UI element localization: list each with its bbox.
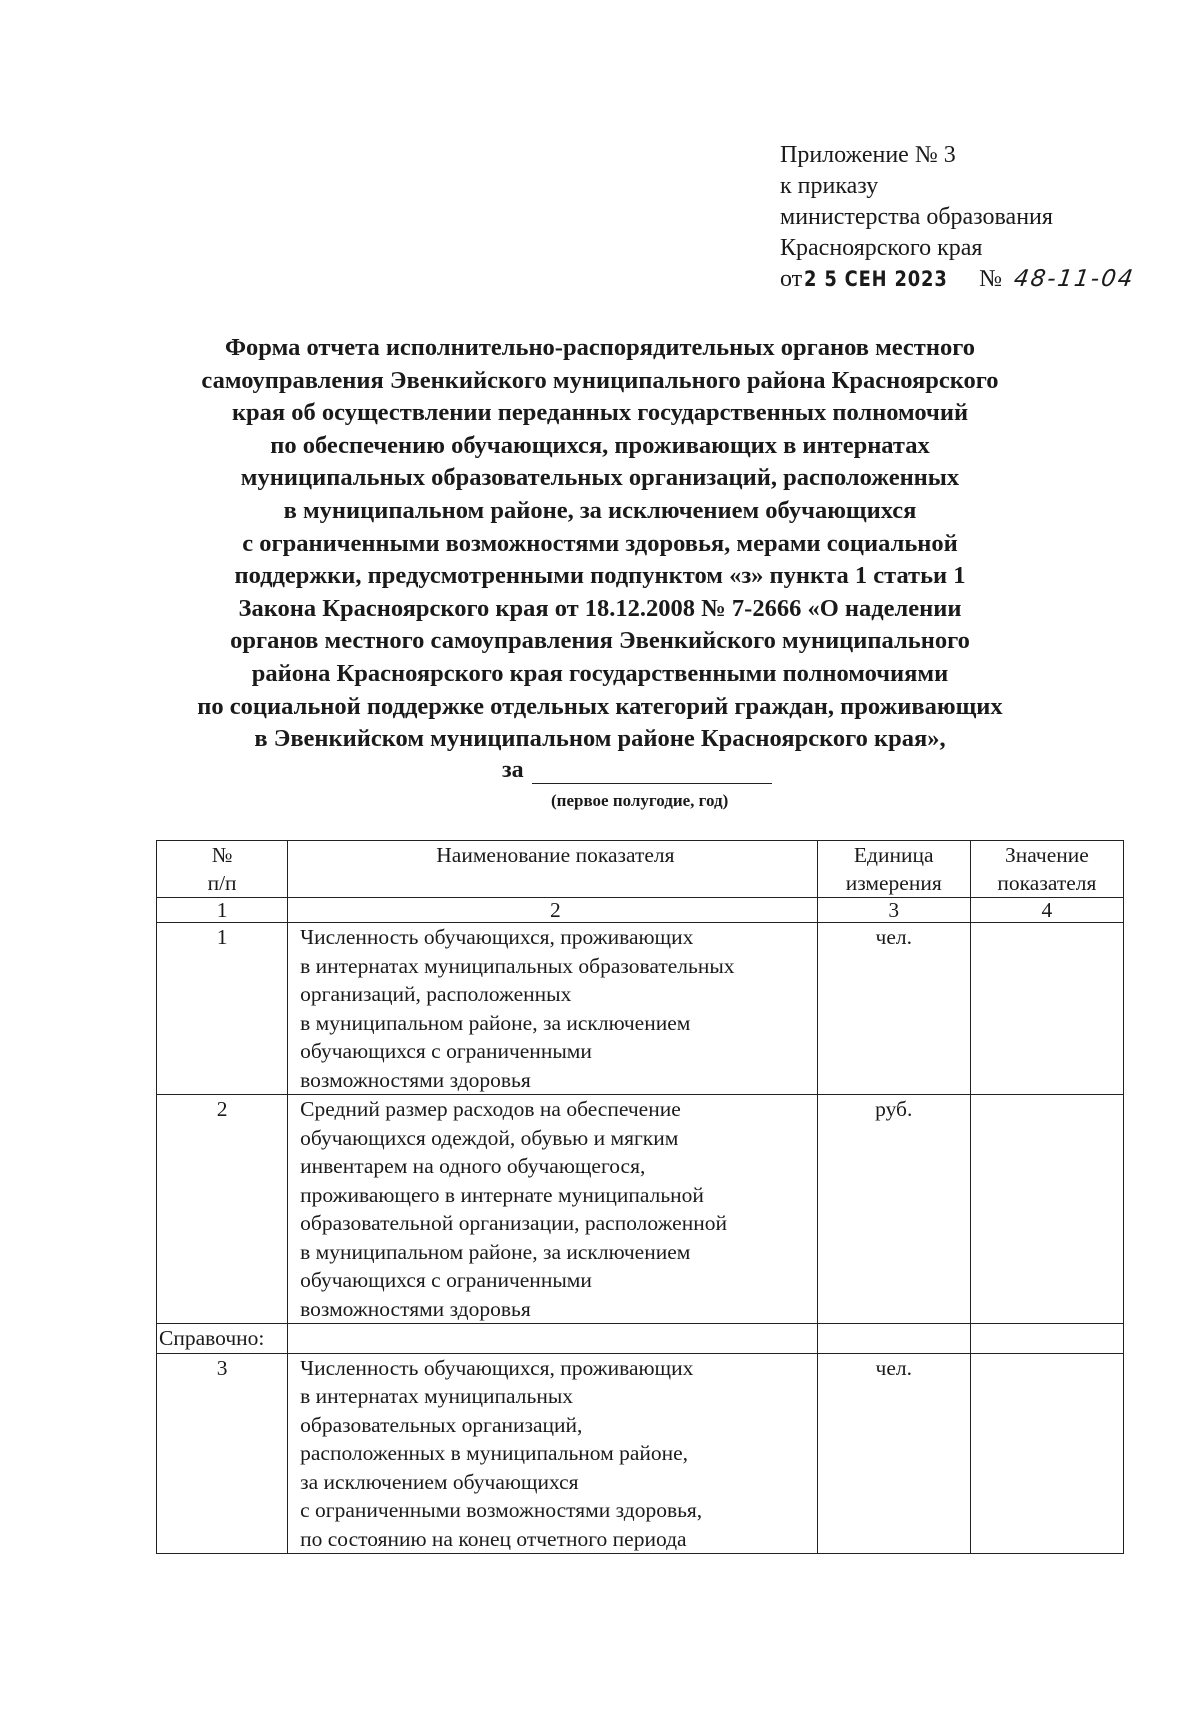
title-line: района Красноярского края государственными полномочиями bbox=[251, 659, 949, 687]
title-line: с ограниченными возможностями здоровья, мерами социальной bbox=[242, 529, 958, 557]
date-stamp: 2 5 СЕН 2023 bbox=[804, 267, 948, 291]
table-row bbox=[157, 1095, 1124, 1324]
table-header-row bbox=[157, 841, 1124, 898]
row-unit: руб. bbox=[817, 1095, 970, 1324]
table-row bbox=[157, 923, 1124, 1095]
row-value-cell[interactable] bbox=[970, 923, 1123, 1095]
title-line: в муниципальном районе, за исключением обучающихся bbox=[283, 496, 917, 524]
column-number: 2 bbox=[288, 898, 818, 923]
appendix-date-line bbox=[780, 264, 1137, 295]
row-value-cell[interactable] bbox=[970, 1095, 1123, 1324]
row-unit: чел. bbox=[817, 1353, 970, 1554]
header-number: № п/п bbox=[157, 841, 288, 898]
title-line: в Эвенкийском муниципальном районе Красноярского края», bbox=[254, 725, 946, 753]
handwritten-number: 48-11-04 bbox=[1012, 266, 1137, 292]
period-hint: (первое полугодие, год) bbox=[551, 791, 729, 810]
title-line: Форма отчета исполнительно-распорядительных органов местного bbox=[225, 334, 975, 361]
title-line: поддержки, предусмотренными подпунктом «з» пункта 1 статьи 1 bbox=[234, 562, 966, 590]
empty-cell bbox=[288, 1324, 818, 1354]
title-line: по обеспечению обучающихся, проживающих в интернатах bbox=[270, 431, 930, 459]
row-number: 1 bbox=[157, 923, 288, 1095]
period-label: за bbox=[502, 757, 524, 783]
title-line: органов местного самоуправления Эвенкийского муниципального bbox=[230, 627, 970, 655]
title-line: самоуправления Эвенкийского муниципального района Красноярского bbox=[201, 366, 999, 394]
table-row bbox=[157, 1353, 1124, 1554]
number-sign: № bbox=[979, 266, 1003, 292]
row-unit: чел. bbox=[817, 923, 970, 1095]
period-blank-line bbox=[532, 761, 772, 784]
row-value-cell[interactable] bbox=[970, 1353, 1123, 1554]
column-number: 1 bbox=[157, 898, 288, 923]
report-table bbox=[156, 840, 1124, 1554]
column-number: 3 bbox=[817, 898, 970, 923]
header-value: Значение показателя bbox=[970, 841, 1123, 898]
row-indicator-name: Численность обучающихся, проживающих в интернатах муниципальных образовательных организаций, расположенных в муниципальном районе, за исключением обучающихся с ограниченными возможностями здоровья bbox=[288, 923, 818, 1095]
reference-label: Справочно: bbox=[157, 1324, 288, 1354]
empty-cell bbox=[817, 1324, 970, 1354]
header-unit: Единица измерения bbox=[817, 841, 970, 898]
table-reference-row bbox=[157, 1324, 1124, 1354]
appendix-block bbox=[780, 140, 1137, 295]
row-number: 3 bbox=[157, 1353, 288, 1554]
row-indicator-name: Средний размер расходов на обеспечение обучающихся одеждой, обувью и мягким инвентарем на одного обучающегося, проживающего в интернате муниципальной образовательной организации, расположенной в муниципальном районе, за исключением обучающихся с ограниченными возможностями здоровья bbox=[288, 1095, 818, 1324]
period-field bbox=[502, 757, 772, 784]
title-line: муниципальных образовательных организаций, расположенных bbox=[240, 464, 960, 492]
table-numbering-row bbox=[157, 898, 1124, 923]
header-indicator-name: Наименование показателя bbox=[288, 841, 818, 898]
title-line: по социальной поддержке отдельных категорий граждан, проживающих bbox=[197, 692, 1003, 720]
appendix-ministry: министерства образования bbox=[780, 204, 1053, 230]
appendix-region: Красноярского края bbox=[780, 235, 983, 261]
appendix-title: Приложение № 3 bbox=[780, 142, 956, 168]
appendix-order-ref: к приказу bbox=[780, 173, 879, 199]
row-number: 2 bbox=[157, 1095, 288, 1324]
title-line: края об осуществлении переданных государственных полномочий bbox=[231, 399, 969, 427]
empty-cell bbox=[970, 1324, 1123, 1354]
row-indicator-name: Численность обучающихся, проживающих в интернатах муниципальных образовательных организаций, расположенных в муниципальном районе, за исключением обучающихся с ограниченными возможностями здоровья, по состоянию на конец отчетного периода bbox=[288, 1353, 818, 1554]
form-title bbox=[150, 332, 1050, 756]
date-prefix: от bbox=[780, 266, 803, 292]
column-number: 4 bbox=[970, 898, 1123, 923]
title-line: Закона Красноярского края от 18.12.2008 № 7-2666 «О наделении bbox=[238, 594, 962, 622]
